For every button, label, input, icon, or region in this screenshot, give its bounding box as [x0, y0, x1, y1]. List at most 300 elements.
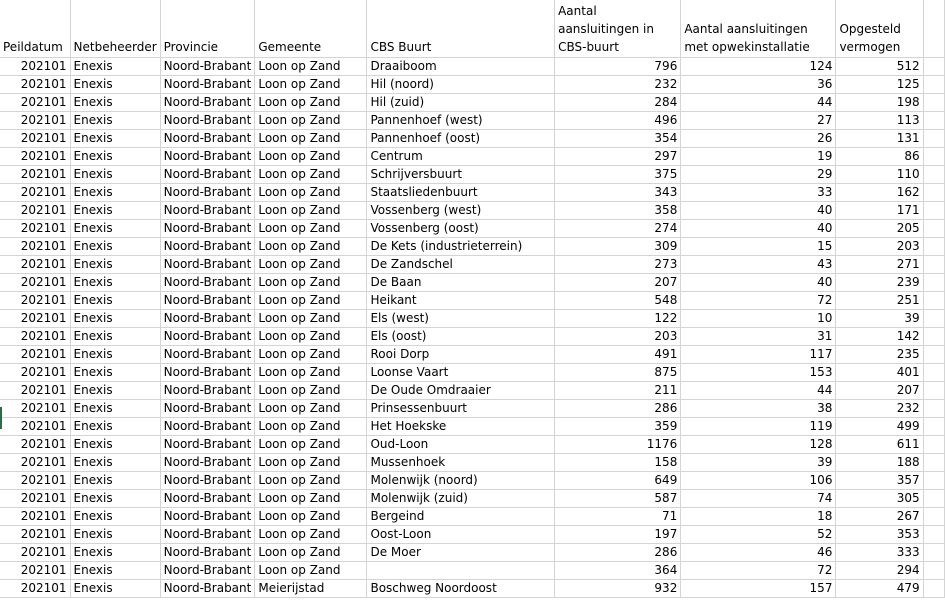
table-cell[interactable]: Enexis	[70, 543, 160, 561]
table-cell[interactable]: Noord-Brabant	[160, 345, 255, 363]
table-cell[interactable]: 19	[681, 147, 836, 165]
table-cell[interactable]: Loon op Zand	[255, 165, 367, 183]
table-cell[interactable]: 202101	[0, 453, 70, 471]
table-cell[interactable]: 343	[555, 183, 681, 201]
table-cell[interactable]: 36	[681, 75, 836, 93]
table-cell[interactable]: 188	[836, 453, 923, 471]
header-cell-netbeheerder[interactable]	[70, 0, 160, 57]
table-cell[interactable]: Noord-Brabant	[160, 183, 255, 201]
table-cell[interactable]: 202101	[0, 183, 70, 201]
table-cell[interactable]: Loon op Zand	[255, 345, 367, 363]
table-cell[interactable]: 202101	[0, 75, 70, 93]
table-cell[interactable]: Noord-Brabant	[160, 327, 255, 345]
table-cell[interactable]: Staatsliedenbuurt	[367, 183, 555, 201]
table-cell[interactable]: 202101	[0, 273, 70, 291]
table-cell[interactable]	[923, 57, 944, 75]
table-cell[interactable]: 202101	[0, 417, 70, 435]
table-cell[interactable]: Loon op Zand	[255, 489, 367, 507]
table-cell[interactable]: 357	[836, 471, 923, 489]
table-cell[interactable]: 44	[681, 381, 836, 399]
table-cell[interactable]: Loon op Zand	[255, 129, 367, 147]
table-row	[0, 309, 945, 327]
table-cell[interactable]: Noord-Brabant	[160, 75, 255, 93]
table-cell[interactable]: Loon op Zand	[255, 75, 367, 93]
table-cell[interactable]: De Kets (industrieterrein)	[367, 237, 555, 255]
table-cell[interactable]: 273	[555, 255, 681, 273]
table-cell[interactable]	[923, 345, 944, 363]
table-cell[interactable]	[923, 327, 944, 345]
table-cell[interactable]: Pannenhoef (oost)	[367, 129, 555, 147]
table-cell[interactable]: 796	[555, 57, 681, 75]
table-cell[interactable]: De Moer	[367, 543, 555, 561]
table-cell[interactable]: Noord-Brabant	[160, 291, 255, 309]
table-cell[interactable]: 284	[555, 93, 681, 111]
table-cell[interactable]	[923, 273, 944, 291]
table-cell[interactable]: Noord-Brabant	[160, 471, 255, 489]
table-cell[interactable]: Enexis	[70, 111, 160, 129]
table-cell[interactable]: Draaiboom	[367, 57, 555, 75]
table-cell[interactable]: 202101	[0, 327, 70, 345]
table-cell[interactable]: 491	[555, 345, 681, 363]
table-cell[interactable]: Loon op Zand	[255, 255, 367, 273]
header-label: Gemeente	[258, 39, 322, 54]
table-cell[interactable]: Molenwijk (noord)	[367, 471, 555, 489]
table-cell[interactable]: Noord-Brabant	[160, 129, 255, 147]
table-cell[interactable]: Noord-Brabant	[160, 453, 255, 471]
table-cell[interactable]: 153	[681, 363, 836, 381]
table-cell[interactable]: Loon op Zand	[255, 327, 367, 345]
table-cell[interactable]: Loon op Zand	[255, 309, 367, 327]
table-row	[0, 75, 945, 93]
table-cell[interactable]: 74	[681, 489, 836, 507]
table-cell[interactable]: 29	[681, 165, 836, 183]
table-cell[interactable]	[923, 129, 944, 147]
header-cell-peildatum[interactable]	[0, 0, 70, 57]
header-cell-cbs-buurt[interactable]	[367, 0, 555, 57]
data-rows	[0, 57, 945, 597]
table-cell[interactable]: 202101	[0, 255, 70, 273]
table-cell[interactable]: Enexis	[70, 435, 160, 453]
header-label: Aantal aansluitingen in CBS-buurt	[558, 3, 654, 54]
table-cell[interactable]: Noord-Brabant	[160, 273, 255, 291]
table-cell[interactable]: Noord-Brabant	[160, 435, 255, 453]
table-cell[interactable]: 202101	[0, 201, 70, 219]
table-cell[interactable]: 232	[555, 75, 681, 93]
table-cell[interactable]: 39	[836, 309, 923, 327]
table-cell[interactable]: 202101	[0, 525, 70, 543]
table-cell[interactable]: Loon op Zand	[255, 93, 367, 111]
table-cell[interactable]: Enexis	[70, 255, 160, 273]
table-row	[0, 399, 945, 417]
table-cell[interactable]: Enexis	[70, 309, 160, 327]
table-cell[interactable]	[923, 111, 944, 129]
table-row	[0, 525, 945, 543]
table-cell[interactable]: 33	[681, 183, 836, 201]
table-cell[interactable]: 202101	[0, 579, 70, 597]
table-cell[interactable]: Enexis	[70, 147, 160, 165]
table-row	[0, 219, 945, 237]
table-cell[interactable]: Loon op Zand	[255, 201, 367, 219]
table-cell[interactable]: Noord-Brabant	[160, 147, 255, 165]
table-cell[interactable]: 202101	[0, 471, 70, 489]
table-cell[interactable]: Enexis	[70, 399, 160, 417]
table-cell[interactable]: Noord-Brabant	[160, 525, 255, 543]
header-cell-provincie[interactable]	[160, 0, 255, 57]
table-cell[interactable]: 202101	[0, 237, 70, 255]
header-cell-aansluitingen-opwek[interactable]	[681, 0, 836, 57]
table-cell[interactable]: 40	[681, 273, 836, 291]
table-cell[interactable]	[923, 219, 944, 237]
table-cell[interactable]: 38	[681, 399, 836, 417]
table-row	[0, 237, 945, 255]
table-cell[interactable]: Enexis	[70, 345, 160, 363]
table-cell[interactable]: Noord-Brabant	[160, 507, 255, 525]
table-cell[interactable]: 202101	[0, 363, 70, 381]
table-cell[interactable]: 39	[681, 453, 836, 471]
table-cell[interactable]: 10	[681, 309, 836, 327]
table-cell[interactable]: 106	[681, 471, 836, 489]
table-cell[interactable]: Meierijstad	[255, 579, 367, 597]
table-row	[0, 93, 945, 111]
table-cell[interactable]: Oost-Loon	[367, 525, 555, 543]
table-cell[interactable]	[923, 75, 944, 93]
table-cell[interactable]	[923, 363, 944, 381]
table-cell[interactable]: 205	[836, 219, 923, 237]
table-cell[interactable]: Loon op Zand	[255, 417, 367, 435]
table-cell[interactable]: 31	[681, 327, 836, 345]
table-cell[interactable]: 71	[555, 507, 681, 525]
table-cell[interactable]: Loon op Zand	[255, 363, 367, 381]
table-cell[interactable]: 197	[555, 525, 681, 543]
table-cell[interactable]: 359	[555, 417, 681, 435]
table-cell[interactable]: 202101	[0, 543, 70, 561]
table-cell[interactable]: 43	[681, 255, 836, 273]
table-cell[interactable]: Loon op Zand	[255, 291, 367, 309]
table-cell[interactable]: Bergeind	[367, 507, 555, 525]
table-cell[interactable]: 162	[836, 183, 923, 201]
header-cell-aantal-aansluitingen[interactable]	[555, 0, 681, 57]
table-cell[interactable]: Enexis	[70, 561, 160, 579]
table-cell[interactable]: Molenwijk (zuid)	[367, 489, 555, 507]
table-cell[interactable]: Oud-Loon	[367, 435, 555, 453]
table-cell[interactable]	[923, 543, 944, 561]
table-cell[interactable]: 649	[555, 471, 681, 489]
table-cell[interactable]: 198	[836, 93, 923, 111]
table-cell[interactable]: 251	[836, 291, 923, 309]
table-cell[interactable]: 157	[681, 579, 836, 597]
table-cell[interactable]: 271	[836, 255, 923, 273]
table-cell[interactable]: Loon op Zand	[255, 435, 367, 453]
table-cell[interactable]: 202101	[0, 345, 70, 363]
table-cell[interactable]: Loon op Zand	[255, 381, 367, 399]
table-cell[interactable]: 267	[836, 507, 923, 525]
table-cell[interactable]: Loon op Zand	[255, 471, 367, 489]
table-cell[interactable]: 202101	[0, 129, 70, 147]
table-cell[interactable]	[923, 579, 944, 597]
table-cell[interactable]: Enexis	[70, 507, 160, 525]
table-cell[interactable]: Noord-Brabant	[160, 399, 255, 417]
table-cell[interactable]	[923, 291, 944, 309]
table-cell[interactable]: Noord-Brabant	[160, 57, 255, 75]
table-cell[interactable]: Enexis	[70, 75, 160, 93]
table-cell[interactable]	[367, 561, 555, 579]
table-cell[interactable]	[923, 255, 944, 273]
table-cell[interactable]: Noord-Brabant	[160, 237, 255, 255]
table-cell[interactable]: 358	[555, 201, 681, 219]
table-cell[interactable]: Centrum	[367, 147, 555, 165]
table-cell[interactable]: 211	[555, 381, 681, 399]
table-cell[interactable]: Enexis	[70, 183, 160, 201]
table-cell[interactable]: 207	[555, 273, 681, 291]
table-cell[interactable]: Enexis	[70, 327, 160, 345]
table-cell[interactable]	[923, 183, 944, 201]
table-cell[interactable]: 203	[555, 327, 681, 345]
table-cell[interactable]: Loon op Zand	[255, 237, 367, 255]
table-cell[interactable]	[923, 435, 944, 453]
table-cell[interactable]	[923, 147, 944, 165]
table-cell[interactable]: Enexis	[70, 381, 160, 399]
table-cell[interactable]: Loon op Zand	[255, 219, 367, 237]
table-cell[interactable]: 52	[681, 525, 836, 543]
table-cell[interactable]: Vossenberg (west)	[367, 201, 555, 219]
table-cell[interactable]: Noord-Brabant	[160, 93, 255, 111]
table-cell[interactable]: 401	[836, 363, 923, 381]
table-cell[interactable]	[923, 453, 944, 471]
table-cell[interactable]: 375	[555, 165, 681, 183]
table-cell[interactable]	[923, 489, 944, 507]
table-cell[interactable]: 124	[681, 57, 836, 75]
table-cell[interactable]: 202101	[0, 507, 70, 525]
table-cell[interactable]	[923, 93, 944, 111]
table-cell[interactable]: Hil (zuid)	[367, 93, 555, 111]
table-cell[interactable]: Rooi Dorp	[367, 345, 555, 363]
table-cell[interactable]: 499	[836, 417, 923, 435]
table-cell[interactable]: 286	[555, 543, 681, 561]
table-cell[interactable]: 72	[681, 291, 836, 309]
table-cell[interactable]: 18	[681, 507, 836, 525]
table-cell[interactable]: 44	[681, 93, 836, 111]
table-cell[interactable]: 932	[555, 579, 681, 597]
table-cell[interactable]: Prinsessenbuurt	[367, 399, 555, 417]
table-cell[interactable]	[923, 525, 944, 543]
table-cell[interactable]: Loon op Zand	[255, 525, 367, 543]
table-cell[interactable]: 40	[681, 219, 836, 237]
table-cell[interactable]: Enexis	[70, 201, 160, 219]
table-cell[interactable]: Enexis	[70, 273, 160, 291]
table-cell[interactable]: Loon op Zand	[255, 273, 367, 291]
table-cell[interactable]: Enexis	[70, 237, 160, 255]
table-cell[interactable]: Els (west)	[367, 309, 555, 327]
table-cell[interactable]: Els (oost)	[367, 327, 555, 345]
table-cell[interactable]: 587	[555, 489, 681, 507]
table-cell[interactable]: Enexis	[70, 417, 160, 435]
table-cell[interactable]: Loon op Zand	[255, 111, 367, 129]
table-cell[interactable]: Loon op Zand	[255, 183, 367, 201]
table-cell[interactable]	[923, 507, 944, 525]
table-cell[interactable]: Loon op Zand	[255, 561, 367, 579]
table-cell[interactable]: Enexis	[70, 363, 160, 381]
table-cell[interactable]: Enexis	[70, 579, 160, 597]
table-cell[interactable]: 125	[836, 75, 923, 93]
table-cell[interactable]: Loon op Zand	[255, 453, 367, 471]
table-cell[interactable]: Schrijversbuurt	[367, 165, 555, 183]
table-cell[interactable]: 113	[836, 111, 923, 129]
table-cell[interactable]: Noord-Brabant	[160, 111, 255, 129]
table-cell[interactable]: 202101	[0, 489, 70, 507]
table-cell[interactable]	[923, 309, 944, 327]
table-cell[interactable]: 548	[555, 291, 681, 309]
table-cell[interactable]: Heikant	[367, 291, 555, 309]
table-cell[interactable]: Hil (noord)	[367, 75, 555, 93]
table-cell[interactable]: 333	[836, 543, 923, 561]
table-cell[interactable]	[923, 201, 944, 219]
table-cell[interactable]: Noord-Brabant	[160, 489, 255, 507]
table-cell[interactable]: Enexis	[70, 525, 160, 543]
table-cell[interactable]: 364	[555, 561, 681, 579]
table-cell[interactable]: Enexis	[70, 219, 160, 237]
table-cell[interactable]: 207	[836, 381, 923, 399]
table-cell[interactable]: 202101	[0, 93, 70, 111]
table-cell[interactable]: Noord-Brabant	[160, 219, 255, 237]
table-row	[0, 417, 945, 435]
table-cell[interactable]	[923, 399, 944, 417]
table-cell[interactable]: 496	[555, 111, 681, 129]
table-cell[interactable]: Loonse Vaart	[367, 363, 555, 381]
table-cell[interactable]: 117	[681, 345, 836, 363]
header-label: CBS Buurt	[370, 39, 432, 54]
table-row	[0, 543, 945, 561]
table-cell[interactable]: Enexis	[70, 129, 160, 147]
header-cell-opgesteld-vermogen[interactable]	[836, 0, 923, 57]
table-cell[interactable]: 171	[836, 201, 923, 219]
table-cell[interactable]: Loon op Zand	[255, 543, 367, 561]
table-cell[interactable]: 353	[836, 525, 923, 543]
table-cell[interactable]: 122	[555, 309, 681, 327]
table-cell[interactable]: Noord-Brabant	[160, 255, 255, 273]
table-cell[interactable]: 15	[681, 237, 836, 255]
table-cell[interactable]: Noord-Brabant	[160, 309, 255, 327]
table-cell[interactable]: 158	[555, 453, 681, 471]
table-cell[interactable]: 611	[836, 435, 923, 453]
table-cell[interactable]: 86	[836, 147, 923, 165]
row-selection-marker	[0, 407, 2, 429]
table-cell[interactable]: Noord-Brabant	[160, 579, 255, 597]
table-cell[interactable]: 202101	[0, 435, 70, 453]
table-cell[interactable]: 232	[836, 399, 923, 417]
table-cell[interactable]: 202101	[0, 381, 70, 399]
table-cell[interactable]: Noord-Brabant	[160, 561, 255, 579]
table-cell[interactable]: Enexis	[70, 291, 160, 309]
table-cell[interactable]: 27	[681, 111, 836, 129]
table-cell[interactable]: Boschweg Noordoost	[367, 579, 555, 597]
table-cell[interactable]: 202101	[0, 111, 70, 129]
table-cell[interactable]: De Baan	[367, 273, 555, 291]
table-cell[interactable]: 202101	[0, 147, 70, 165]
table-cell[interactable]: Enexis	[70, 165, 160, 183]
table-cell[interactable]: Enexis	[70, 453, 160, 471]
table-cell[interactable]: Enexis	[70, 93, 160, 111]
table-cell[interactable]: 202101	[0, 291, 70, 309]
table-cell[interactable]: De Zandschel	[367, 255, 555, 273]
table-cell[interactable]: 202101	[0, 57, 70, 75]
table-cell[interactable]: Noord-Brabant	[160, 543, 255, 561]
table-cell[interactable]: 294	[836, 561, 923, 579]
table-row	[0, 255, 945, 273]
table-cell[interactable]: 110	[836, 165, 923, 183]
table-cell[interactable]: 297	[555, 147, 681, 165]
table-cell[interactable]: 202101	[0, 561, 70, 579]
table-row	[0, 345, 945, 363]
table-cell[interactable]: 1176	[555, 435, 681, 453]
table-cell[interactable]: Noord-Brabant	[160, 381, 255, 399]
header-row	[0, 0, 945, 57]
table-cell[interactable]: Loon op Zand	[255, 507, 367, 525]
header-label: Aantal aansluitingen met opwekinstallatie	[684, 21, 810, 54]
table-cell[interactable]: Het Hoekske	[367, 417, 555, 435]
table-cell[interactable]: 72	[681, 561, 836, 579]
header-cell-gemeente[interactable]	[255, 0, 367, 57]
table-cell[interactable]: 354	[555, 129, 681, 147]
table-cell[interactable]: 202101	[0, 309, 70, 327]
table-cell[interactable]: 142	[836, 327, 923, 345]
table-cell[interactable]: 875	[555, 363, 681, 381]
table-cell[interactable]: 479	[836, 579, 923, 597]
table-cell[interactable]: Loon op Zand	[255, 399, 367, 417]
table-cell[interactable]: 305	[836, 489, 923, 507]
empty-header-cell[interactable]	[923, 0, 944, 57]
table-cell[interactable]: 274	[555, 219, 681, 237]
table-cell[interactable]: 202101	[0, 399, 70, 417]
table-cell[interactable]: 46	[681, 543, 836, 561]
table-cell[interactable]: Mussenhoek	[367, 453, 555, 471]
table-cell[interactable]	[923, 417, 944, 435]
table-cell[interactable]: Loon op Zand	[255, 147, 367, 165]
table-cell[interactable]	[923, 237, 944, 255]
table-cell[interactable]: 286	[555, 399, 681, 417]
table-row	[0, 165, 945, 183]
table-cell[interactable]: 26	[681, 129, 836, 147]
table-cell[interactable]: 128	[681, 435, 836, 453]
table-cell[interactable]: 309	[555, 237, 681, 255]
table-cell[interactable]: Noord-Brabant	[160, 165, 255, 183]
table-cell[interactable]	[923, 165, 944, 183]
table-cell[interactable]	[923, 561, 944, 579]
table-cell[interactable]: Noord-Brabant	[160, 417, 255, 435]
table-cell[interactable]: 235	[836, 345, 923, 363]
table-cell[interactable]: 131	[836, 129, 923, 147]
table-cell[interactable]: Noord-Brabant	[160, 363, 255, 381]
table-cell[interactable]: 202101	[0, 165, 70, 183]
table-cell[interactable]: Vossenberg (oost)	[367, 219, 555, 237]
table-cell[interactable]: Enexis	[70, 471, 160, 489]
table-cell[interactable]: 202101	[0, 219, 70, 237]
table-cell[interactable]: 119	[681, 417, 836, 435]
table-row	[0, 561, 945, 579]
table-cell[interactable]: Noord-Brabant	[160, 201, 255, 219]
table-cell[interactable]	[923, 471, 944, 489]
table-cell[interactable]: 40	[681, 201, 836, 219]
table-cell[interactable]: De Oude Omdraaier	[367, 381, 555, 399]
table-cell[interactable]: 512	[836, 57, 923, 75]
table-row	[0, 435, 945, 453]
table-cell[interactable]: Pannenhoef (west)	[367, 111, 555, 129]
table-cell[interactable]: Enexis	[70, 489, 160, 507]
table-cell[interactable]: 203	[836, 237, 923, 255]
table-cell[interactable]	[923, 381, 944, 399]
table-cell[interactable]: 239	[836, 273, 923, 291]
table-cell[interactable]: Enexis	[70, 57, 160, 75]
table-cell[interactable]: Loon op Zand	[255, 57, 367, 75]
